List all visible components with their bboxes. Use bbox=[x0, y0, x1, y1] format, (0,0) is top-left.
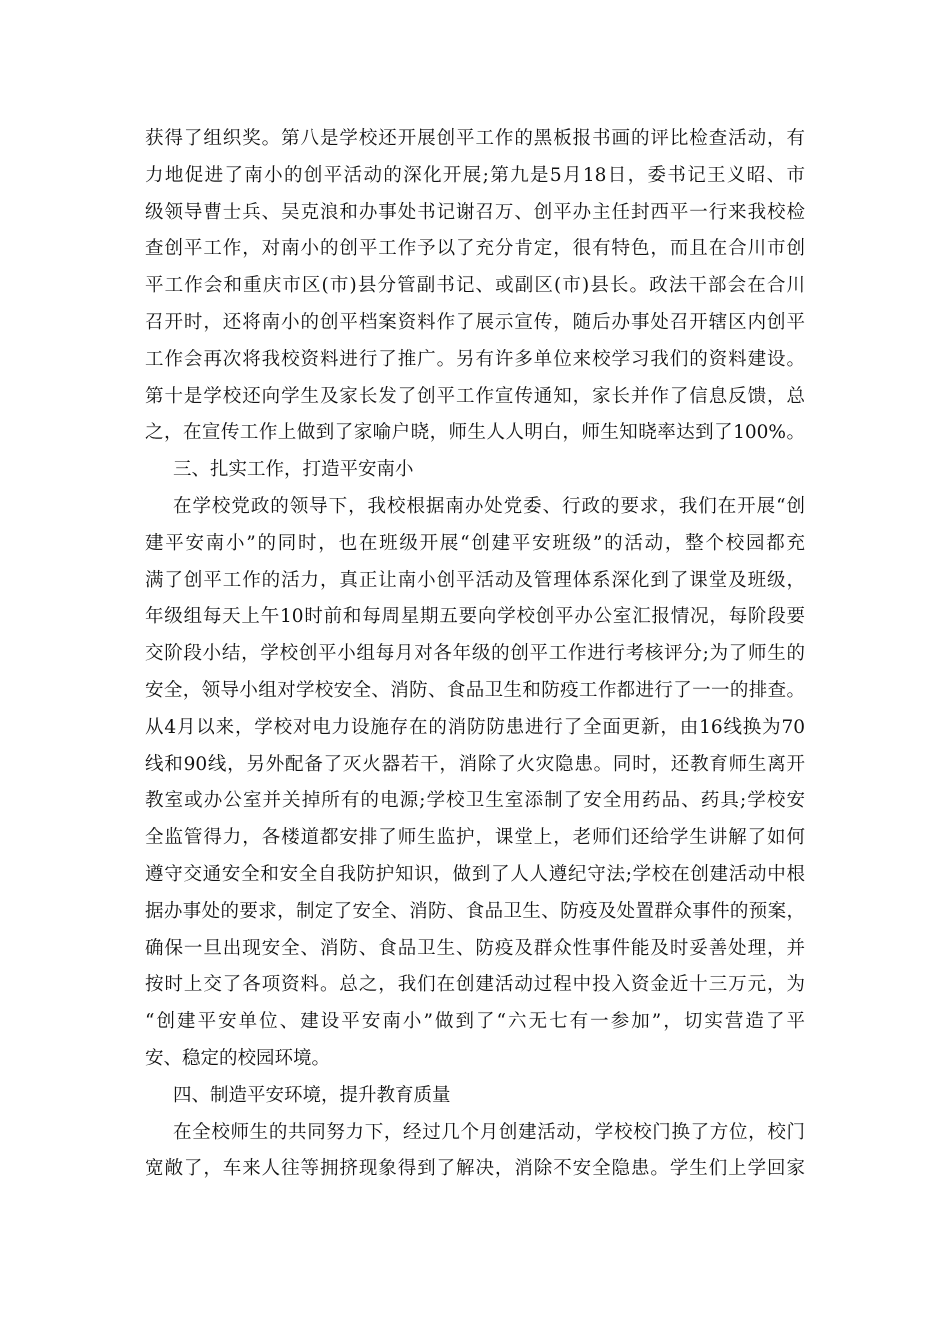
text-line: 遵守交通安全和安全自我防护知识，做到了人人遵纪守法;学校在创建活动中根 bbox=[145, 863, 805, 885]
text-line: 全监管得力，各楼道都安排了师生监护，课堂上，老师们还给学生讲解了如何 bbox=[145, 827, 805, 849]
text-line: 线和90线，另外配备了灭火器若干，消除了火灾隐患。同时，还教育师生离开 bbox=[145, 753, 805, 775]
text-line: 安全，领导小组对学校安全、消防、食品卫生和防疫工作都进行了一一的排查。 bbox=[145, 679, 805, 701]
text-line: 教室或办公室并关掉所有的电源;学校卫生室添制了安全用药品、药具;学校安 bbox=[145, 790, 805, 812]
text-line: 之，在宣传工作上做到了家喻户晓，师生人人明白，师生知晓率达到了100%。 bbox=[145, 422, 805, 444]
text-line: 建平安南小”的同时，也在班级开展“创建平安班级”的活动，整个校园都充 bbox=[145, 532, 805, 554]
section-heading-4: 四、制造平安环境，提升教育质量 bbox=[173, 1084, 451, 1106]
text-line: 据办事处的要求，制定了安全、消防、食品卫生、防疫及处置群众事件的预案， bbox=[145, 900, 805, 922]
body-text bbox=[145, 121, 805, 1188]
text-line: 确保一旦出现安全、消防、食品卫生、防疫及群众性事件能及时妥善处理，并 bbox=[145, 937, 805, 959]
text-line: 在学校党政的领导下，我校根据南办处党委、行政的要求，我们在开展“创 bbox=[173, 495, 805, 517]
text-line: 满了创平工作的活力，真正让南小创平活动及管理体系深化到了课堂及班级， bbox=[145, 569, 805, 591]
text-line: 召开时，还将南小的创平档案资料作了展示宣传，随后办事处召开辖区内创平 bbox=[145, 311, 805, 333]
text-line: 交阶段小结，学校创平小组每月对各年级的创平工作进行考核评分;为了师生的 bbox=[145, 643, 805, 665]
text-line: 第十是学校还向学生及家长发了创平工作宣传通知，家长并作了信息反馈，总 bbox=[145, 385, 805, 407]
text-line: 力地促进了南小的创平活动的深化开展;第九是5月18日，委书记王义昭、市 bbox=[145, 164, 805, 186]
text-line: 安、稳定的校园环境。 bbox=[145, 1047, 331, 1069]
text-line: “创建平安单位、建设平安南小”做到了“六无七有一参加”，切实营造了平 bbox=[145, 1011, 805, 1033]
text-line: 平工作会和重庆市区(市)县分管副书记、或副区(市)县长。政法干部会在合川 bbox=[145, 275, 805, 297]
text-line: 获得了组织奖。第八是学校还开展创平工作的黑板报书画的评比检查活动，有 bbox=[145, 128, 805, 149]
text-line: 按时上交了各项资料。总之，我们在创建活动过程中投入资金近十三万元，为 bbox=[145, 974, 805, 996]
text-line: 工作会再次将我校资料进行了推广。另有许多单位来校学习我们的资料建设。 bbox=[145, 348, 805, 370]
text-line: 年级组每天上午10时前和每周星期五要向学校创平办公室汇报情况，每阶段要 bbox=[145, 606, 805, 628]
text-line: 从4月以来，学校对电力设施存在的消防防患进行了全面更新，由16线换为70 bbox=[145, 716, 805, 738]
text-line: 在全校师生的共同努力下，经过几个月创建活动，学校校门换了方位，校门 bbox=[173, 1121, 805, 1143]
text-line: 宽敞了，车来人往等拥挤现象得到了解决，消除不安全隐患。学生们上学回家 bbox=[145, 1158, 805, 1180]
section-heading-3: 三、扎实工作，打造平安南小 bbox=[173, 459, 414, 481]
text-line: 查创平工作，对南小的创平工作予以了充分肯定，很有特色，而且在合川市创 bbox=[145, 238, 805, 260]
text-line: 级领导曹士兵、吴克浪和办事处书记谢召万、创平办主任封西平一行来我校检 bbox=[145, 201, 805, 223]
